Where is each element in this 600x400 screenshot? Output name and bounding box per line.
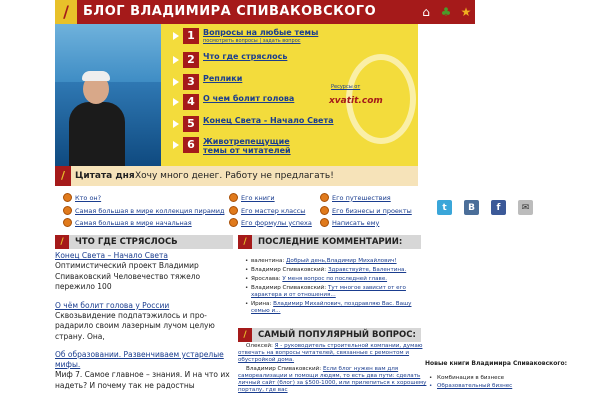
list-item[interactable]: • Образовательный бизнес	[425, 382, 600, 390]
star-icon[interactable]: ★	[460, 5, 472, 19]
menu-item-end-of-world[interactable]: 5 Конец Света - Начало Света	[183, 116, 334, 136]
link-who[interactable]: Кто он?	[63, 192, 101, 203]
news-summary: Оптимистический проект Владимир Спиваковский Человечество тяжело пережило 100	[55, 261, 201, 291]
list-item: • Ирина: Владимир Михайлович, поздравляю Вас. Вашу семью и...	[245, 301, 420, 315]
news-summary: Миф 7. Самое главное – знания. И на что их надеть? И почему так не радостны	[55, 370, 230, 390]
quote-slash-mark: /	[55, 166, 71, 186]
bullet-icon	[229, 218, 238, 227]
site-header	[55, 0, 475, 24]
quick-links	[55, 189, 418, 231]
list-item: • Ярослава: У меня вопрос по последней главе.	[245, 276, 420, 283]
quote-of-the-day: / Цитата дня Хочу много денег. Работу не предлагать!	[55, 166, 418, 186]
bullet-icon	[63, 206, 72, 215]
author-photo	[55, 24, 161, 166]
bullet-icon	[229, 193, 238, 202]
arrow-icon	[173, 141, 179, 149]
menu-item-news[interactable]: 2 Что где стряслось	[183, 52, 287, 72]
link-books[interactable]: Его книги	[229, 192, 275, 203]
popular-entry: Олексей: Я - руководитель строительной компании, думаю отвечать на вопросы читателей, связанные с ремонтом и обустройкой дома.	[238, 343, 423, 363]
arrow-icon	[173, 78, 179, 86]
clover-icon[interactable]: ♣	[440, 5, 452, 19]
list-item: • Владимир Спиваковский: Здравствуйте, Валентина.	[245, 267, 420, 274]
bullet-icon	[320, 218, 329, 227]
list-item: • Комбинация в бизнесе	[425, 374, 600, 382]
social-icons	[437, 200, 533, 215]
facebook-icon[interactable]: f	[491, 200, 506, 215]
popular-section-header: / САМЫЙ ПОПУЛЯРНЫЙ ВОПРОС:	[238, 328, 421, 342]
bullet-icon	[320, 206, 329, 215]
arrow-icon	[173, 120, 179, 128]
link-business[interactable]: Его бизнесы и проекты	[320, 205, 412, 216]
link-write[interactable]: Написать ему	[320, 217, 379, 228]
new-books-heading: Новые книги Владимира Спиваковского:	[425, 360, 567, 367]
popular-question	[238, 343, 438, 394]
news-headline[interactable]: О чём болит голова у России	[55, 300, 170, 310]
xvatit-logo[interactable]: Ресурсы от xvatit.com	[331, 54, 401, 134]
new-books	[425, 360, 600, 390]
menu-item-replies[interactable]: 3 Реплики	[183, 74, 242, 94]
menu-item-headache[interactable]: 4 О чем болит голова	[183, 94, 294, 114]
news-summary: Сквозьвидение подпатэжилось и про-радарило своим лазерным лучом целую страну. Она,	[55, 310, 215, 341]
link-travels[interactable]: Его путешествия	[320, 192, 391, 203]
main-menu	[161, 24, 418, 166]
link-formulas[interactable]: Его формулы успеха	[229, 217, 312, 228]
popular-entry: Владимир Спиваковский: Если блог нужен вам для самореализации и помощи людям, то есть два пути: сделать личный сайт (блог) за $500-1000, или прилепиться к хорошему порталу, где вас	[238, 366, 427, 393]
news-list	[55, 251, 235, 399]
site-title[interactable]: БЛОГ ВЛАДИМИРА СПИВАКОВСКОГО	[83, 4, 377, 19]
list-item: • валентина: Добрый день,Владимир Михайлович!	[245, 258, 420, 265]
hero-banner	[55, 24, 418, 166]
link-largest[interactable]: Самая большая в мире начальная	[63, 217, 192, 228]
news-headline[interactable]: Об образовании. Развенчиваем устарелые мифы.	[55, 350, 224, 369]
news-headline[interactable]: Конец Света – Начало Света	[55, 251, 168, 260]
link-pyramids[interactable]: Самая большая в мире коллекция пирамид	[63, 205, 224, 216]
link-masterclasses[interactable]: Его мастер классы	[229, 205, 305, 216]
news-section-header: / ЧТО ГДЕ СТРЯСЛОСЬ	[55, 235, 233, 249]
twitter-icon[interactable]: t	[437, 200, 452, 215]
comments-section-header: / ПОСЛЕДНИЕ КОММЕНТАРИИ:	[238, 235, 421, 249]
comments-list	[245, 258, 420, 317]
bullet-icon	[63, 218, 72, 227]
header-icons	[417, 3, 475, 21]
bullet-icon	[63, 193, 72, 202]
bullet-icon	[229, 206, 238, 215]
menu-item-reader-topics[interactable]: 6 Животрепещущие темы от читателей	[183, 137, 313, 157]
bullet-icon	[320, 193, 329, 202]
blogger-icon[interactable]: ✉	[518, 200, 533, 215]
header-slash-mark: /	[55, 0, 77, 24]
arrow-icon	[173, 98, 179, 106]
arrow-icon	[173, 32, 179, 40]
menu-item-questions[interactable]: 1 Вопросы на любые темы посмотреть вопросы | задать вопрос	[183, 28, 318, 48]
home-icon[interactable]: ⌂	[422, 5, 430, 19]
arrow-icon	[173, 56, 179, 64]
list-item: • Владимир Спиваковский: Тут многое зависит от его характера и от отношения...	[245, 285, 420, 299]
vk-icon[interactable]: В	[464, 200, 479, 215]
